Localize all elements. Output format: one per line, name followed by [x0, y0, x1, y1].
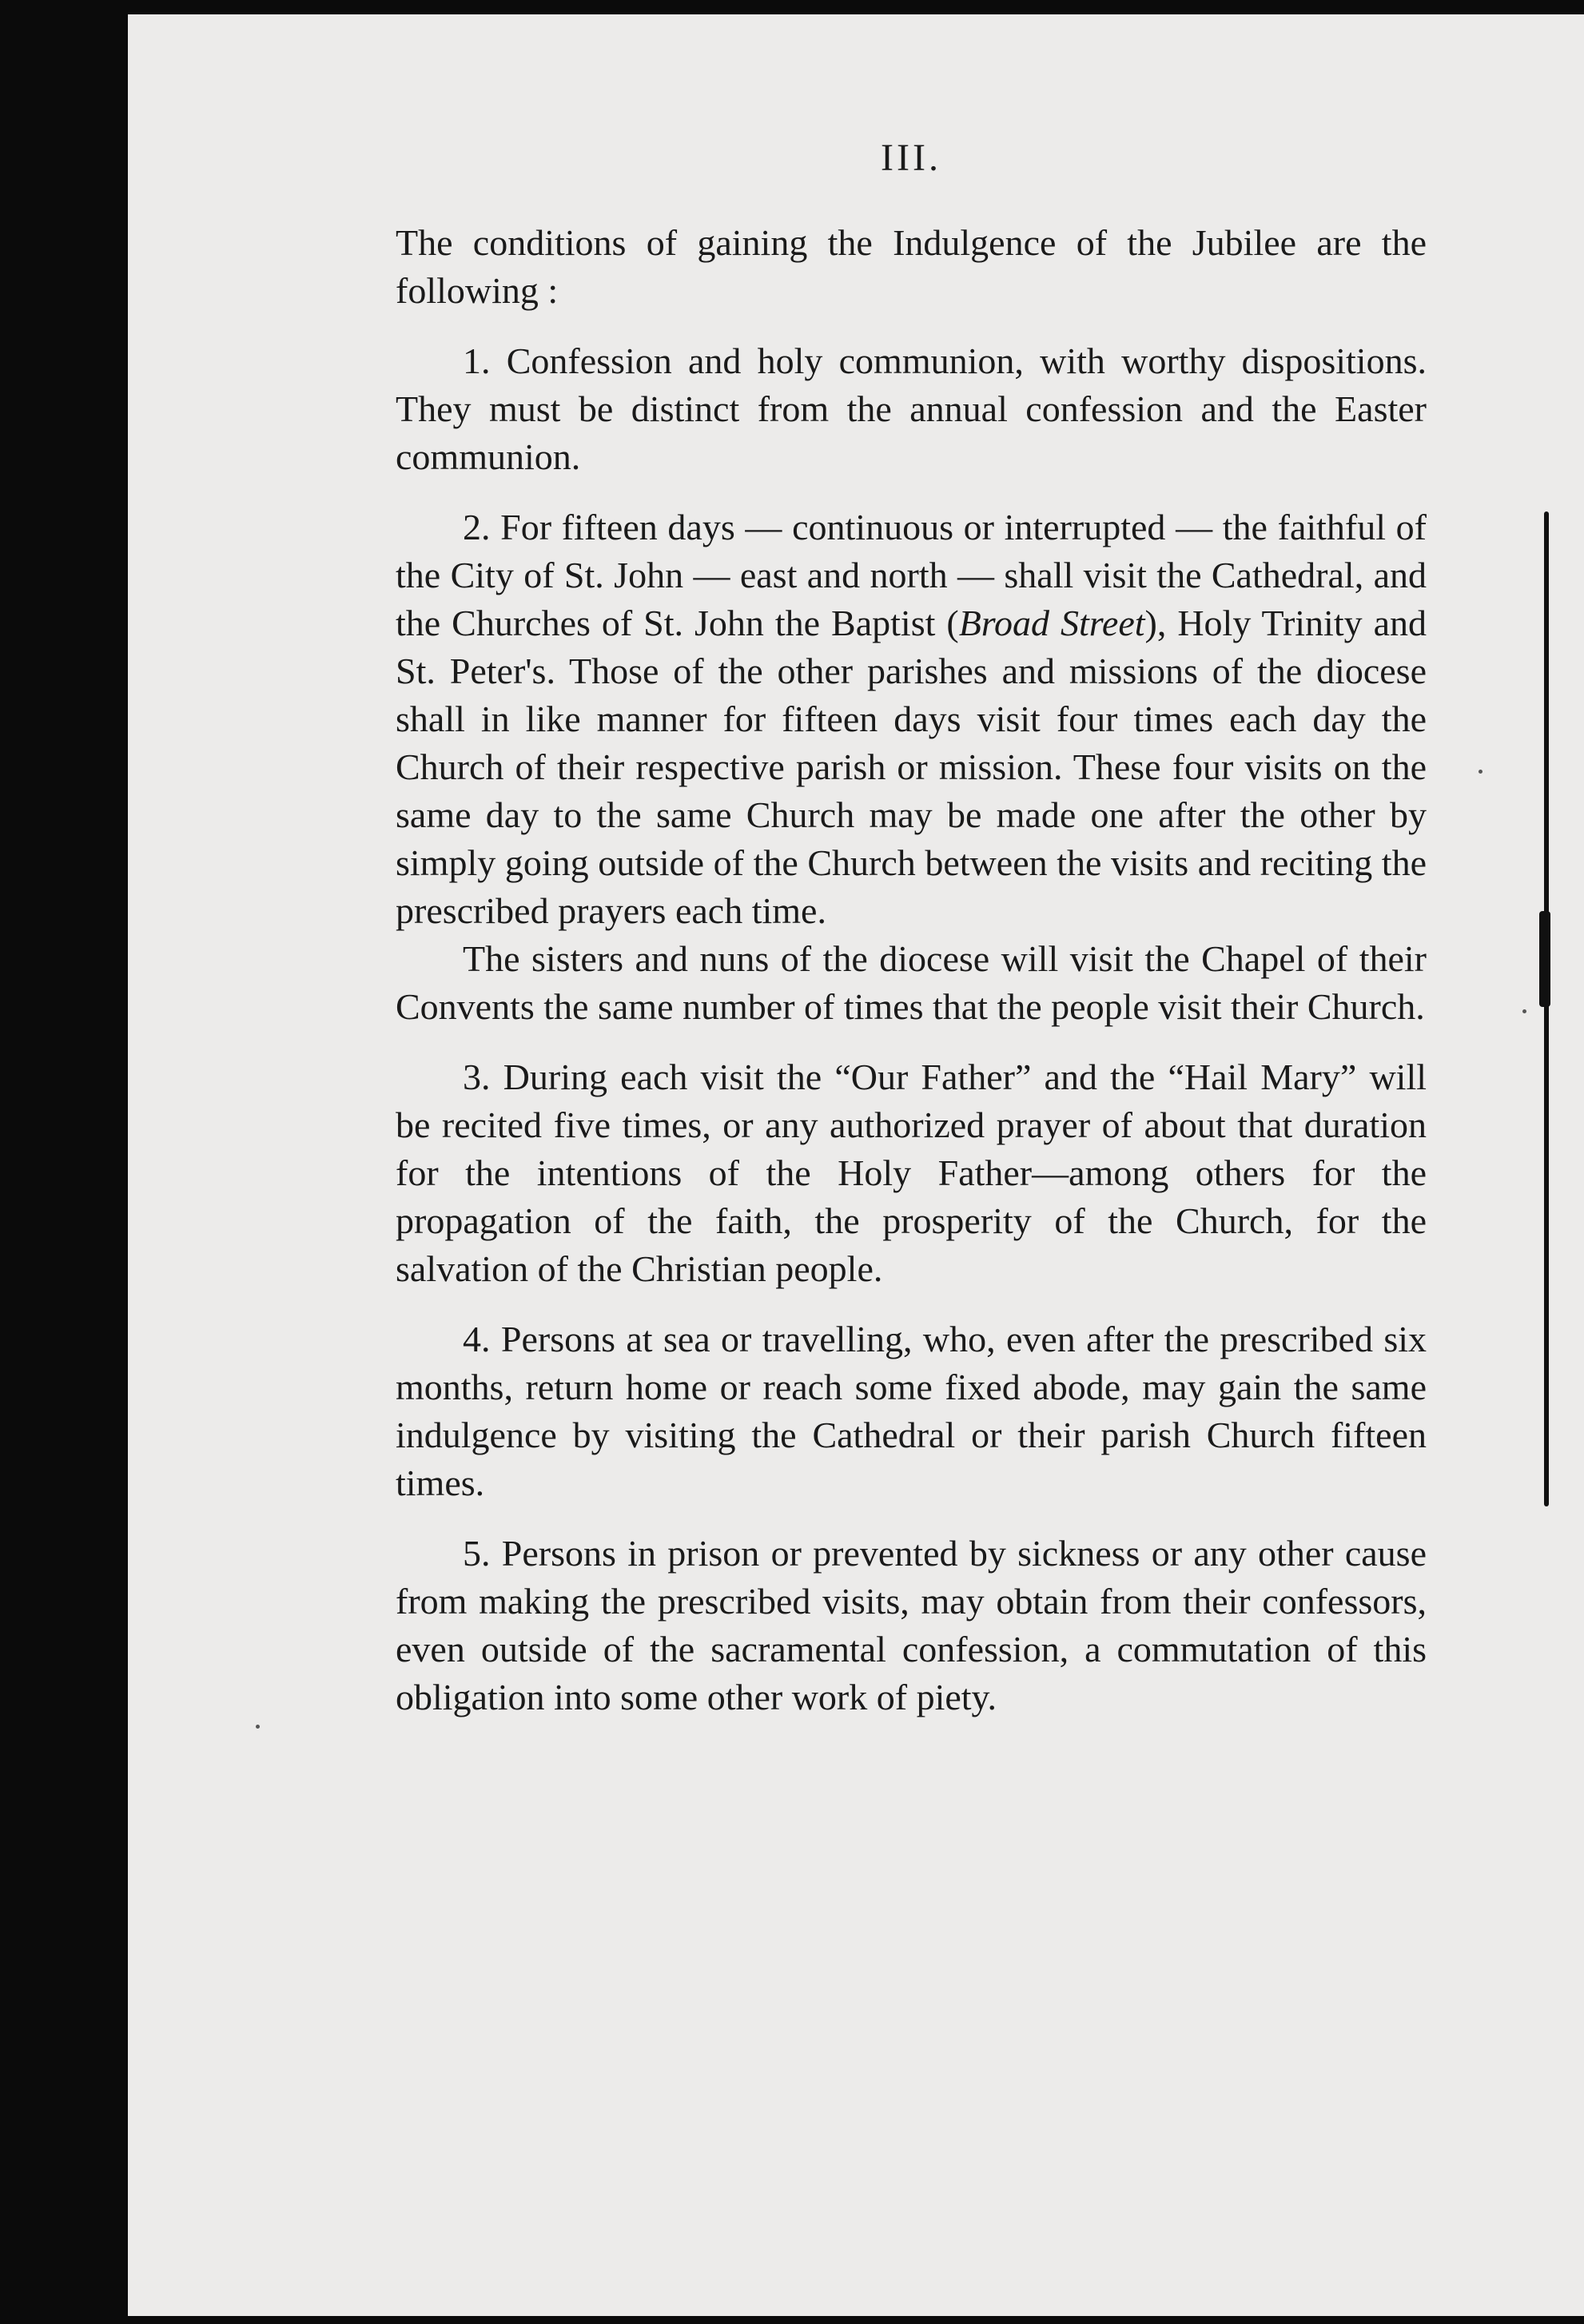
item-text: Persons at sea or travelling, who, even after the prescribed six months, return home or reach some fixed abode, may gain the same indulgence by visiting the Cathedral or their parish Church fifteen times.	[396, 1319, 1427, 1503]
item-italic-text: Broad Street	[958, 603, 1145, 643]
section-heading: III.	[881, 137, 941, 179]
condition-item-1	[396, 337, 1427, 481]
scan-speck	[1522, 1009, 1526, 1013]
condition-item-2-continuation: The sisters and nuns of the diocese will visit the Chapel of their Convents the same number of times that the people visit their Church.	[396, 938, 1427, 1027]
condition-item-3	[396, 1053, 1427, 1293]
item-text-after: ), Holy Trinity and St. Peter's. Those of the other parishes and missions of the diocese shall in like manner for fifteen days visit four times each day the Church of their respective parish or mission. These four visits on the same day to the same Church may be made one after the other by simply going outside of the Church between the visits and reciting the prescribed prayers each time.	[396, 603, 1427, 931]
item-number: 3.	[463, 1057, 491, 1097]
condition-item-5	[396, 1530, 1427, 1721]
item-number: 4.	[463, 1319, 491, 1359]
item-text: Persons in prison or prevented by sickness or any other cause from making the prescribed visits, may obtain from their confessors, even outside of the sacramental confession, a commutation of this obligation into some other work of piety.	[396, 1533, 1427, 1717]
scan-binding-edge	[1544, 511, 1549, 1506]
scan-speck	[1479, 770, 1483, 774]
page-text	[396, 134, 1427, 1721]
condition-item-4	[396, 1315, 1427, 1507]
intro-paragraph: The conditions of gaining the Indulgence of the Jubilee are the following :	[396, 222, 1427, 311]
scan-binding-mark	[1539, 911, 1550, 1007]
item-text: During each visit the “Our Father” and the “Hail Mary” will be recited five times, or any authorized prayer of about that duration for the intentions of the Holy Father—among others for the propagation of the faith, the prosperity of the Church, for the salvation of the Christian people.	[396, 1057, 1427, 1289]
item-text: Confession and holy communion, with worthy dispositions. They must be distinct from the annual confession and the Easter communion.	[396, 340, 1427, 477]
condition-item-2	[396, 503, 1427, 935]
document-page	[128, 14, 1584, 2316]
item-number: 5.	[463, 1533, 491, 1574]
item-text-before: For fifteen days — continuous or interrupted — the faithful of the City of St. John — east and north — shall visit the Cathedral, and the Churches of St. John the Baptist (	[396, 507, 1427, 643]
item-number: 2.	[463, 507, 491, 547]
scan-speck	[256, 1725, 260, 1729]
item-number: 1.	[463, 340, 491, 381]
